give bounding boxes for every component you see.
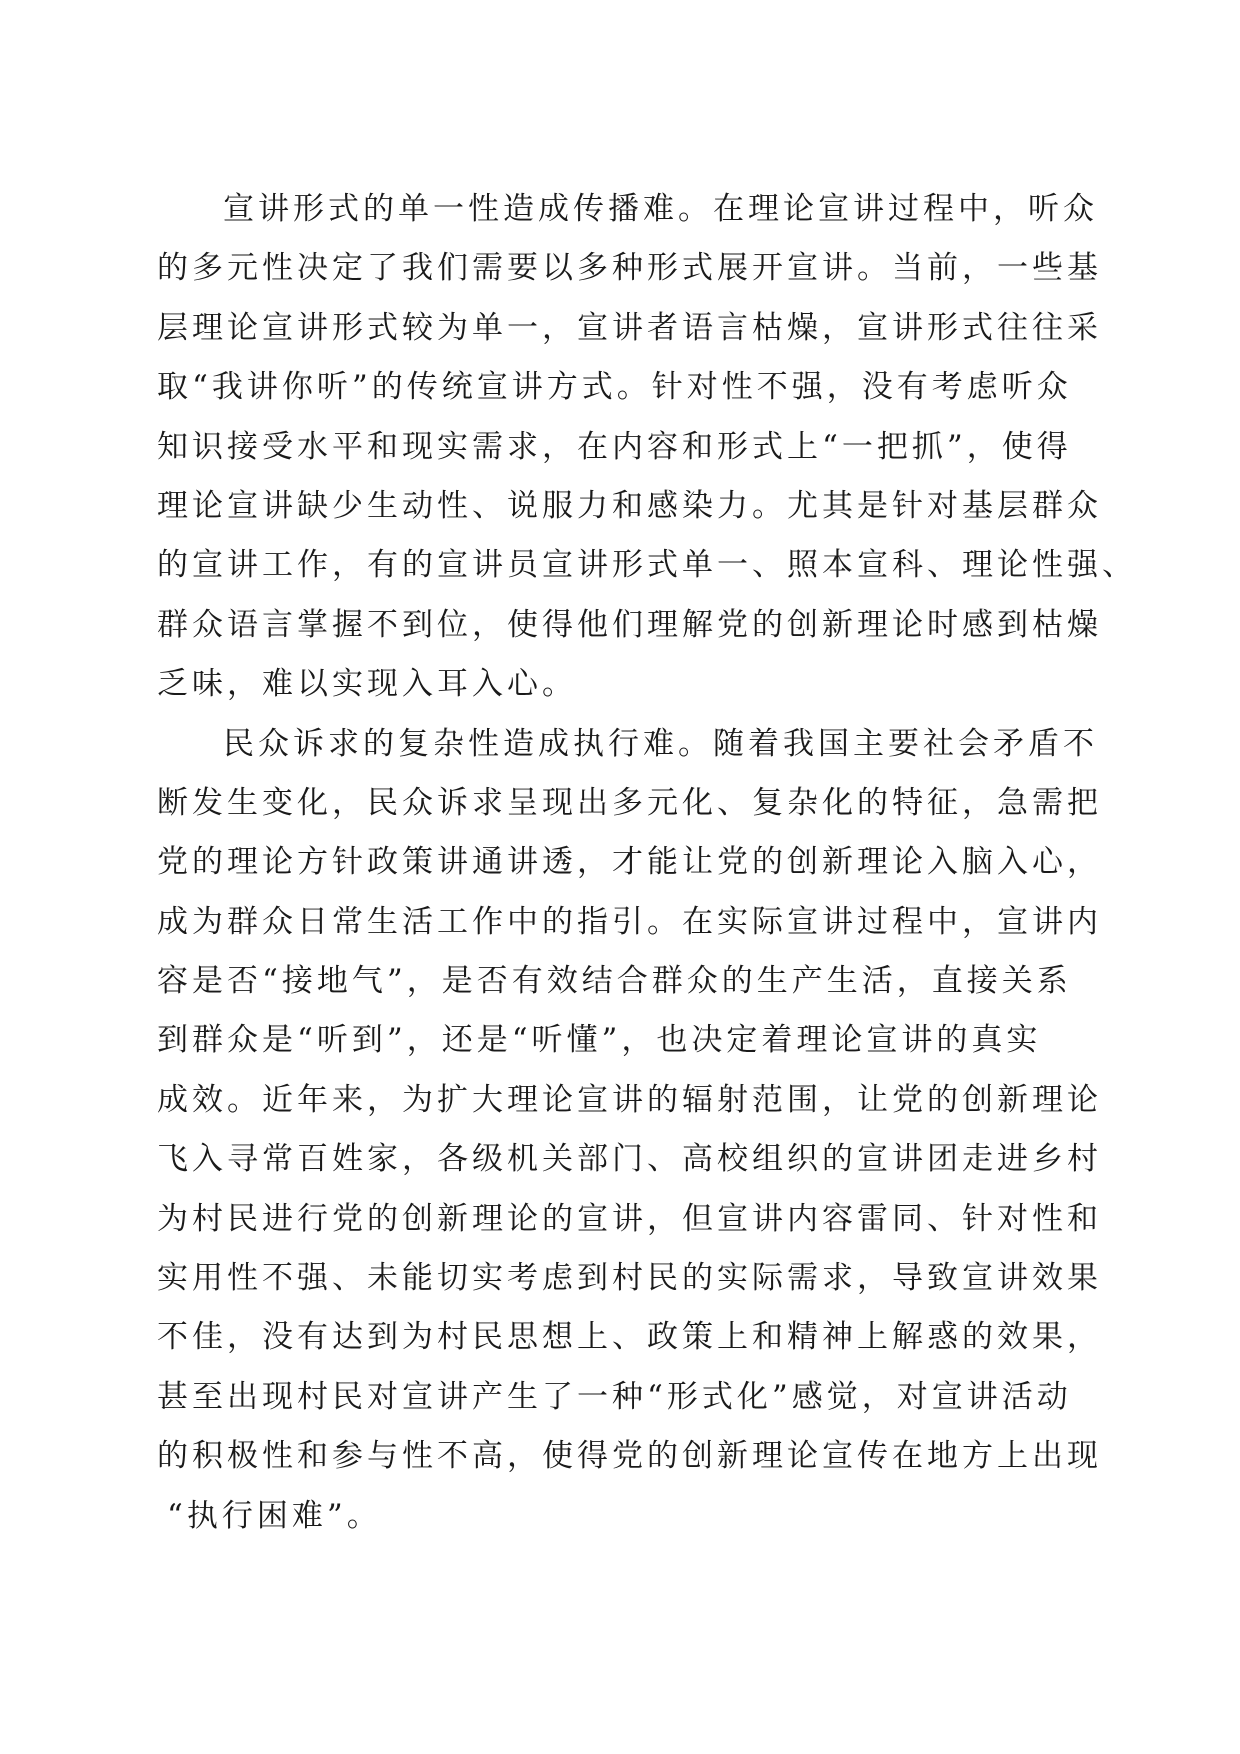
text-line: 甚至出现村民对宣讲产生了一种“形式化”感觉，对宣讲活动 (157, 1378, 1072, 1415)
text-line: 的多元性决定了我们需要以多种形式展开宣讲。当前，一些基 (157, 250, 1102, 287)
text-line: 层理论宣讲形式较为单一，宣讲者语言枯燥，宣讲形式往往采 (157, 309, 1102, 346)
text-line: 断发生变化，民众诉求呈现出多元化、复杂化的特征，急需把 (157, 784, 1102, 821)
text-line: 民众诉求的复杂性造成执行难。随着我国主要社会矛盾不 (223, 725, 1098, 762)
text-line: 为村民进行党的创新理论的宣讲，但宣讲内容雷同、针对性和 (157, 1200, 1102, 1237)
text-line: 的宣讲工作，有的宣讲员宣讲形式单一、照本宣科、理论性强、 (157, 547, 1137, 584)
text-line: 成为群众日常生活工作中的指引。在实际宣讲过程中，宣讲内 (157, 903, 1102, 940)
text-line: 取“我讲你听”的传统宣讲方式。针对性不强，没有考虑听众 (157, 369, 1072, 406)
text-line: 知识接受水平和现实需求，在内容和形式上“一把抓”，使得 (157, 428, 1072, 465)
text-line: 容是否“接地气”，是否有效结合群众的生产生活，直接关系 (157, 963, 1072, 1000)
text-line: 到群众是“听到”，还是“听懂”，也决定着理论宣讲的真实 (157, 1022, 1042, 1059)
paragraph-propaganda-form (157, 180, 1137, 715)
text-line: “执行困难”。 (167, 1497, 382, 1534)
text-line: 成效。近年来，为扩大理论宣讲的辐射范围，让党的创新理论 (157, 1081, 1102, 1118)
text-line: 群众语言掌握不到位，使得他们理解党的创新理论时感到枯燥 (157, 606, 1102, 643)
text-line: 不佳，没有达到为村民思想上、政策上和精神上解惑的效果， (157, 1319, 1102, 1356)
text-line: 的积极性和参与性不高，使得党的创新理论宣传在地方上出现 (157, 1438, 1102, 1475)
text-line: 党的理论方针政策讲通讲透，才能让党的创新理论入脑入心， (157, 844, 1102, 881)
text-line: 实用性不强、未能切实考虑到村民的实际需求，导致宣讲效果 (157, 1260, 1102, 1297)
text-line: 宣讲形式的单一性造成传播难。在理论宣讲过程中，听众 (223, 191, 1098, 227)
document-body (157, 180, 1137, 1546)
paragraph-public-demands (157, 715, 1102, 1546)
text-line: 乏味，难以实现入耳入心。 (157, 666, 577, 703)
text-line: 理论宣讲缺少生动性、说服力和感染力。尤其是针对基层群众 (157, 487, 1102, 524)
text-line: 飞入寻常百姓家，各级机关部门、高校组织的宣讲团走进乡村 (157, 1141, 1102, 1178)
